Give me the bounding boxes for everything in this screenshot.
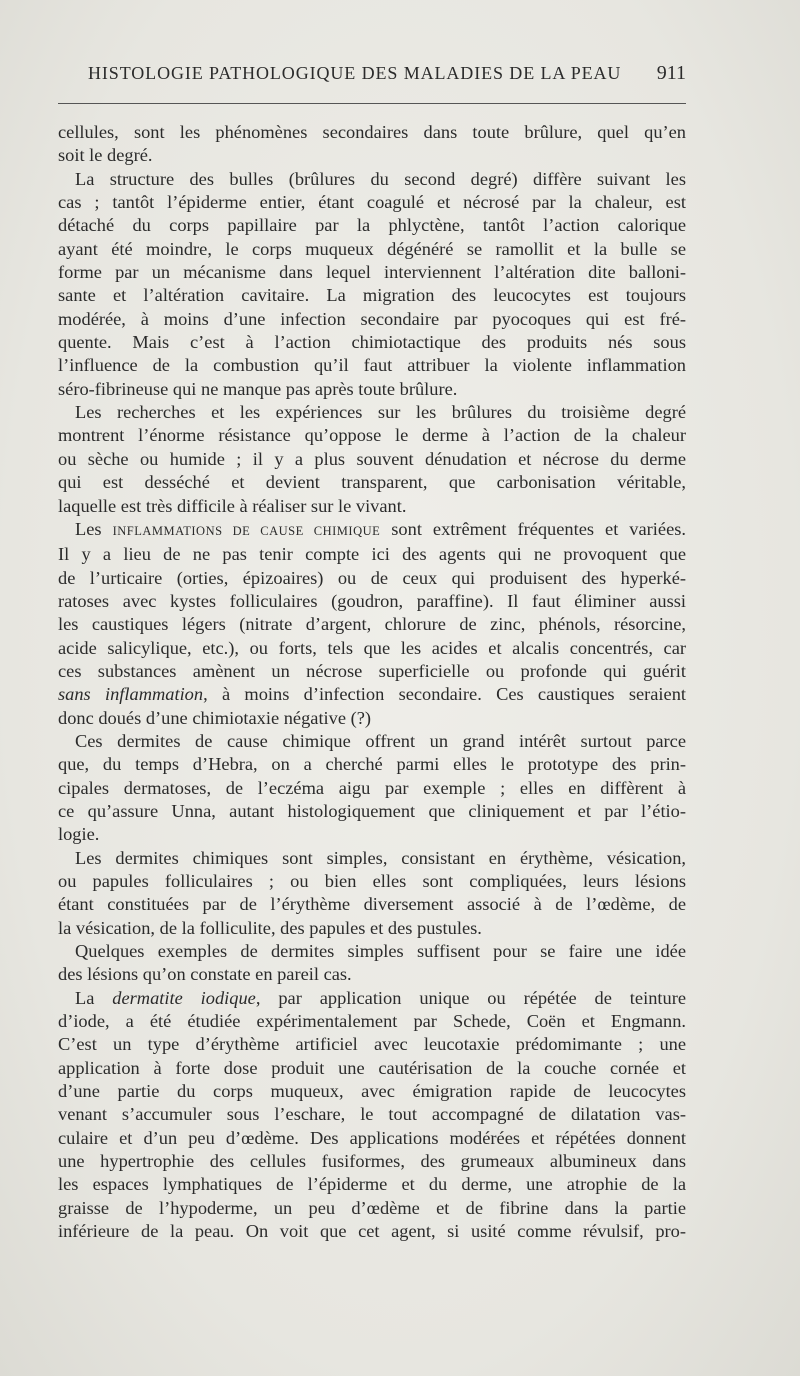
- paragraph-start: La structure des bulles (brûlures du second degré) diffère suivant les: [75, 168, 686, 189]
- text-line: ou papules folliculaires ; ou bien elles sont compliquées, leurs lésions: [58, 871, 686, 891]
- text-line: ratoses avec kystes folliculaires (goudron, paraffine). Il faut éliminer aussi: [58, 590, 686, 611]
- text-line: forme par un mécanisme dans lequel interviennent l’altération dite balloni-: [58, 262, 686, 283]
- text-line: une hypertrophie des cellules fusiformes, des grumeaux albumineux dans: [58, 1151, 686, 1172]
- running-title: HISTOLOGIE PATHOLOGIQUE DES MALADIES DE LA PEAU: [88, 63, 622, 83]
- text-line: laquelle est très difficile à réaliser sur le vivant.: [58, 495, 407, 516]
- text-line: culaire et d’un peu d’œdème. Des applications modérées et répétées donnent: [58, 1127, 686, 1148]
- text-line: graisse de l’hypoderme, un peu d’œdème et de fibrine dans la partie: [58, 1197, 686, 1218]
- paragraph-start: Quelques exemples de dermites simples suffisent pour se faire une idée: [75, 941, 686, 962]
- text-line: ces substances amènent un nécrose superficielle ou profonde qui guérit: [58, 660, 686, 681]
- text-line: ce qu’assure Unna, autant histologiquement que cliniquement et par l’étio-: [58, 800, 686, 821]
- text-line: montrent l’énorme résistance qu’oppose le derme à l’action de la chaleur: [58, 425, 686, 446]
- small-caps-heading: INFLAMMATIONS DE CAUSE CHIMIQUE: [112, 523, 381, 538]
- text-line: Il y a lieu de ne pas tenir compte ici des agents qui ne provoquent que: [58, 544, 686, 565]
- text-line: détaché du corps papillaire par la phlyctène, tantôt l’action calorique: [58, 215, 686, 236]
- text-line: séro-fibrineuse qui ne manque pas après toute brûlure.: [58, 378, 458, 399]
- text-line: qui est desséché et devient transparent, que carbonisation véritable,: [58, 472, 686, 493]
- text-line: inférieure de la peau. On voit que cet agent, si usité comme révulsif, pro-: [58, 1221, 686, 1242]
- text-line: l’influence de la combustion qu’il faut attribuer la violente inflammation: [58, 355, 686, 376]
- text-line: la vésication, de la folliculite, des papules et des pustules.: [58, 917, 482, 938]
- text-line: cellules, sont les phénomènes secondaires dans toute brûlure, quel qu’en: [58, 122, 686, 142]
- text-line: quente. Mais c’est à l’action chimiotactique des produits nés sous: [58, 332, 686, 353]
- paragraph-start: Les dermites chimiques sont simples, consistant en érythème, vésication,: [75, 847, 686, 868]
- paragraph-start: Les recherches et les expériences sur les brûlures du troisième degré: [75, 402, 686, 423]
- text-segment: , par application unique ou répétée de teinture: [255, 987, 686, 1008]
- page-number: 911: [656, 62, 686, 84]
- text-line: des lésions qu’on constate en pareil cas.: [58, 964, 352, 985]
- paragraph-start: [58, 987, 686, 1010]
- text-line: donc doués d’une chimiotaxie négative (?): [58, 707, 372, 728]
- text-line: sante et l’altération cavitaire. La migration des leucocytes est toujours: [58, 285, 686, 306]
- header-rule: [58, 103, 686, 104]
- text-line: venant s’accumuler sous l’eschare, le tout accompagné de dilatation vas-: [58, 1104, 686, 1125]
- text-line: d’iode, a été étudiée expérimentalement par Schede, Coën et Engmann.: [58, 1011, 686, 1032]
- text-line: d’une partie du corps muqueux, avec émigration rapide de leucocytes: [58, 1081, 686, 1102]
- text-segment: sont extrêment fréquentes et variées.: [380, 518, 686, 539]
- text-line: modérée, à moins d’une infection secondaire par pyocoques qui est fré-: [58, 308, 686, 329]
- paragraph-start: [58, 518, 686, 543]
- text-segment: , à moins d’infection secondaire. Ces caustiques seraient: [203, 684, 686, 705]
- text-line: de l’urticaire (orties, épizoaires) ou de ceux qui produisent des hyperké-: [58, 567, 686, 588]
- italic-term: dermatite iodique: [112, 987, 256, 1008]
- text-line: les caustiques légers (nitrate d’argent, chlorure de zinc, phénols, résorcine,: [58, 614, 686, 635]
- text-line: étant constituées par de l’érythème diversement associé à de l’œdème, de: [58, 894, 686, 915]
- text-line: [58, 683, 686, 706]
- body-text: [58, 121, 686, 1244]
- text-line: application à forte dose produit une cautérisation de la couche cornée et: [58, 1057, 686, 1078]
- text-line: les espaces lymphatiques de l’épiderme et du derme, une atrophie de la: [58, 1174, 686, 1195]
- text-line: que, du temps d’Hebra, on a cherché parmi elles le prototype des prin-: [58, 754, 686, 775]
- text-line: ayant été moindre, le corps muqueux dégénéré se ramollit et la bulle se: [58, 238, 686, 259]
- paragraph-start: Ces dermites de cause chimique offrent un grand intérêt surtout parce: [75, 730, 686, 751]
- text-line: acide salicylique, etc.), ou forts, tels que les acides et alcalis concentrés, car: [58, 637, 686, 658]
- text-line: soit le degré.: [58, 145, 153, 166]
- running-header: [88, 62, 686, 85]
- text-line: ou sèche ou humide ; il y a plus souvent dénudation et nécrose du derme: [58, 448, 686, 469]
- text-line: cipales dermatoses, de l’eczéma aigu par exemple ; elles en diffèrent à: [58, 777, 686, 798]
- text-segment: La: [75, 987, 113, 1008]
- text-line: logie.: [58, 824, 100, 845]
- text-line: C’est un type d’érythème artificiel avec leucotaxie prédomimante ; une: [58, 1034, 686, 1055]
- italic-term: sans inflammation: [58, 684, 204, 705]
- text-line: cas ; tantôt l’épiderme entier, étant coagulé et nécrosé par la chaleur, est: [58, 192, 686, 213]
- text-segment: Les: [75, 518, 113, 539]
